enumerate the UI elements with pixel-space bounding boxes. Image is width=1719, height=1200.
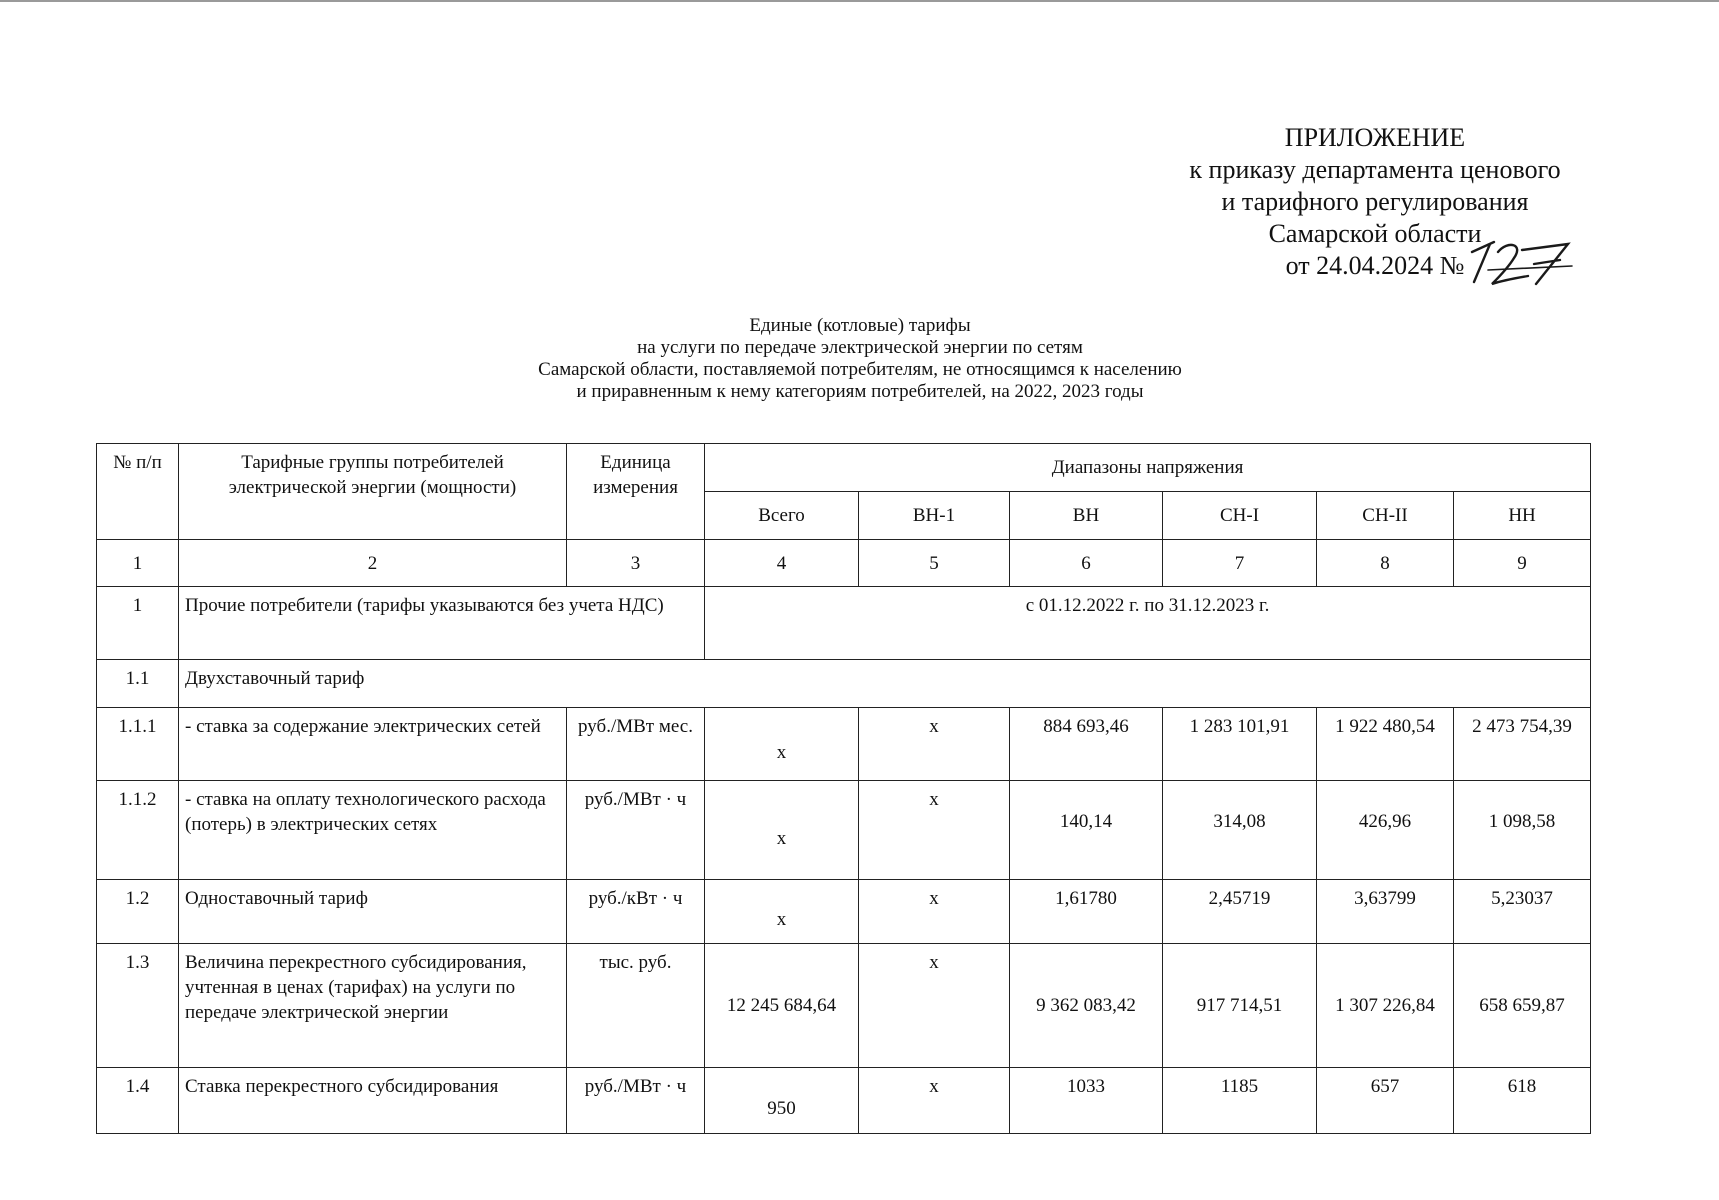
order-reference <box>1286 250 1465 282</box>
header-voltage-ranges: Диапазоны напряжения <box>705 444 1591 492</box>
col-number: 2 <box>179 540 567 587</box>
col-number: 9 <box>1454 540 1591 587</box>
header-unit: Единица измерения <box>567 444 705 540</box>
column-number-row <box>97 540 1591 587</box>
value-vn1: x <box>859 880 1010 944</box>
tariff-table <box>96 443 1591 1134</box>
value-total: x <box>705 880 859 944</box>
header-num: № п/п <box>97 444 179 540</box>
header-row-1 <box>97 444 1591 492</box>
col-number: 3 <box>567 540 705 587</box>
title-line-4: и приравненным к нему категориям потребителей, на 2022, 2023 годы <box>576 381 1144 402</box>
header-nn: НН <box>1454 492 1591 540</box>
section-row-1-1 <box>97 660 1591 708</box>
appendix-title: ПРИЛОЖЕНИЕ <box>1284 123 1466 152</box>
row-unit: руб./кВт · ч <box>567 880 705 944</box>
row-unit: руб./МВт мес. <box>567 708 705 781</box>
value-total: x <box>705 708 859 781</box>
value-sn2: 426,96 <box>1317 781 1454 880</box>
value-sn1: 314,08 <box>1163 781 1317 880</box>
value-sn2: 657 <box>1317 1068 1454 1134</box>
row-num: 1.2 <box>97 880 179 944</box>
value-nn: 1 098,58 <box>1454 781 1591 880</box>
row-unit: тыс. руб. <box>567 944 705 1068</box>
value-nn: 5,23037 <box>1454 880 1591 944</box>
row-label: Прочие потребители (тарифы указываются без учета НДС) <box>179 587 705 660</box>
value-total: 12 245 684,64 <box>705 944 859 1068</box>
value-vn: 9 362 083,42 <box>1010 944 1163 1068</box>
row-label: - ставка за содержание электрических сетей <box>179 708 567 781</box>
value-total: x <box>705 781 859 880</box>
row-label: - ставка на оплату технологического расхода (потерь) в электрических сетях <box>179 781 567 880</box>
col-number: 8 <box>1317 540 1454 587</box>
appendix-line-1: к приказу департамента ценового <box>1189 155 1561 184</box>
value-sn1: 1 283 101,91 <box>1163 708 1317 781</box>
col-number: 1 <box>97 540 179 587</box>
value-vn1: x <box>859 781 1010 880</box>
value-sn1: 2,45719 <box>1163 880 1317 944</box>
top-border-line <box>0 0 1719 2</box>
table-row <box>97 880 1591 944</box>
row-num: 1.1 <box>97 660 179 708</box>
row-num: 1.4 <box>97 1068 179 1134</box>
value-vn: 1033 <box>1010 1068 1163 1134</box>
handwritten-order-number <box>1468 238 1576 288</box>
header-sn2: СН-II <box>1317 492 1454 540</box>
header-groups: Тарифные группы потребителей электрической энергии (мощности) <box>179 444 567 540</box>
table-row <box>97 781 1591 880</box>
row-label: Величина перекрестного субсидирования, учтенная в ценах (тарифах) на услуги по передаче электрической энергии <box>179 944 567 1068</box>
row-unit: руб./МВт · ч <box>567 1068 705 1134</box>
appendix-line-3: Самарской области <box>1268 219 1482 248</box>
header-vn1: ВН-1 <box>859 492 1010 540</box>
title-line-1: Единые (котловые) тарифы <box>749 315 971 336</box>
row-label: Одноставочный тариф <box>179 880 567 944</box>
tariff-period: с 01.12.2022 г. по 31.12.2023 г. <box>705 587 1591 660</box>
appendix-header <box>1140 122 1610 282</box>
title-line-3: Самарской области, поставляемой потребителям, не относящимся к населению <box>538 359 1182 380</box>
col-number: 6 <box>1010 540 1163 587</box>
header-sn1: СН-I <box>1163 492 1317 540</box>
col-number: 4 <box>705 540 859 587</box>
row-label: Ставка перекрестного субсидирования <box>179 1068 567 1134</box>
value-vn1: x <box>859 944 1010 1068</box>
header-vn: ВН <box>1010 492 1163 540</box>
value-vn1: x <box>859 708 1010 781</box>
row-num: 1.1.2 <box>97 781 179 880</box>
table-row <box>97 708 1591 781</box>
value-vn: 140,14 <box>1010 781 1163 880</box>
header-total: Всего <box>705 492 859 540</box>
row-num: 1 <box>97 587 179 660</box>
row-num: 1.3 <box>97 944 179 1068</box>
col-number: 5 <box>859 540 1010 587</box>
value-vn: 884 693,46 <box>1010 708 1163 781</box>
row-unit: руб./МВт · ч <box>567 781 705 880</box>
value-total: 950 <box>705 1068 859 1134</box>
value-sn2: 3,63799 <box>1317 880 1454 944</box>
table-row <box>97 944 1591 1068</box>
table-row <box>97 1068 1591 1134</box>
document-title <box>380 315 1340 403</box>
value-sn2: 1 307 226,84 <box>1317 944 1454 1068</box>
value-sn2: 1 922 480,54 <box>1317 708 1454 781</box>
value-sn1: 1185 <box>1163 1068 1317 1134</box>
title-line-2: на услуги по передаче электрической энергии по сетям <box>637 337 1083 358</box>
row-num: 1.1.1 <box>97 708 179 781</box>
value-nn: 658 659,87 <box>1454 944 1591 1068</box>
value-nn: 618 <box>1454 1068 1591 1134</box>
value-nn: 2 473 754,39 <box>1454 708 1591 781</box>
value-vn1: x <box>859 1068 1010 1134</box>
row-label: Двухставочный тариф <box>179 660 1591 708</box>
appendix-line-2: и тарифного регулирования <box>1221 187 1529 216</box>
col-number: 7 <box>1163 540 1317 587</box>
section-row-1 <box>97 587 1591 660</box>
value-vn: 1,61780 <box>1010 880 1163 944</box>
order-date: от 24.04.2024 № <box>1285 251 1465 280</box>
value-sn1: 917 714,51 <box>1163 944 1317 1068</box>
